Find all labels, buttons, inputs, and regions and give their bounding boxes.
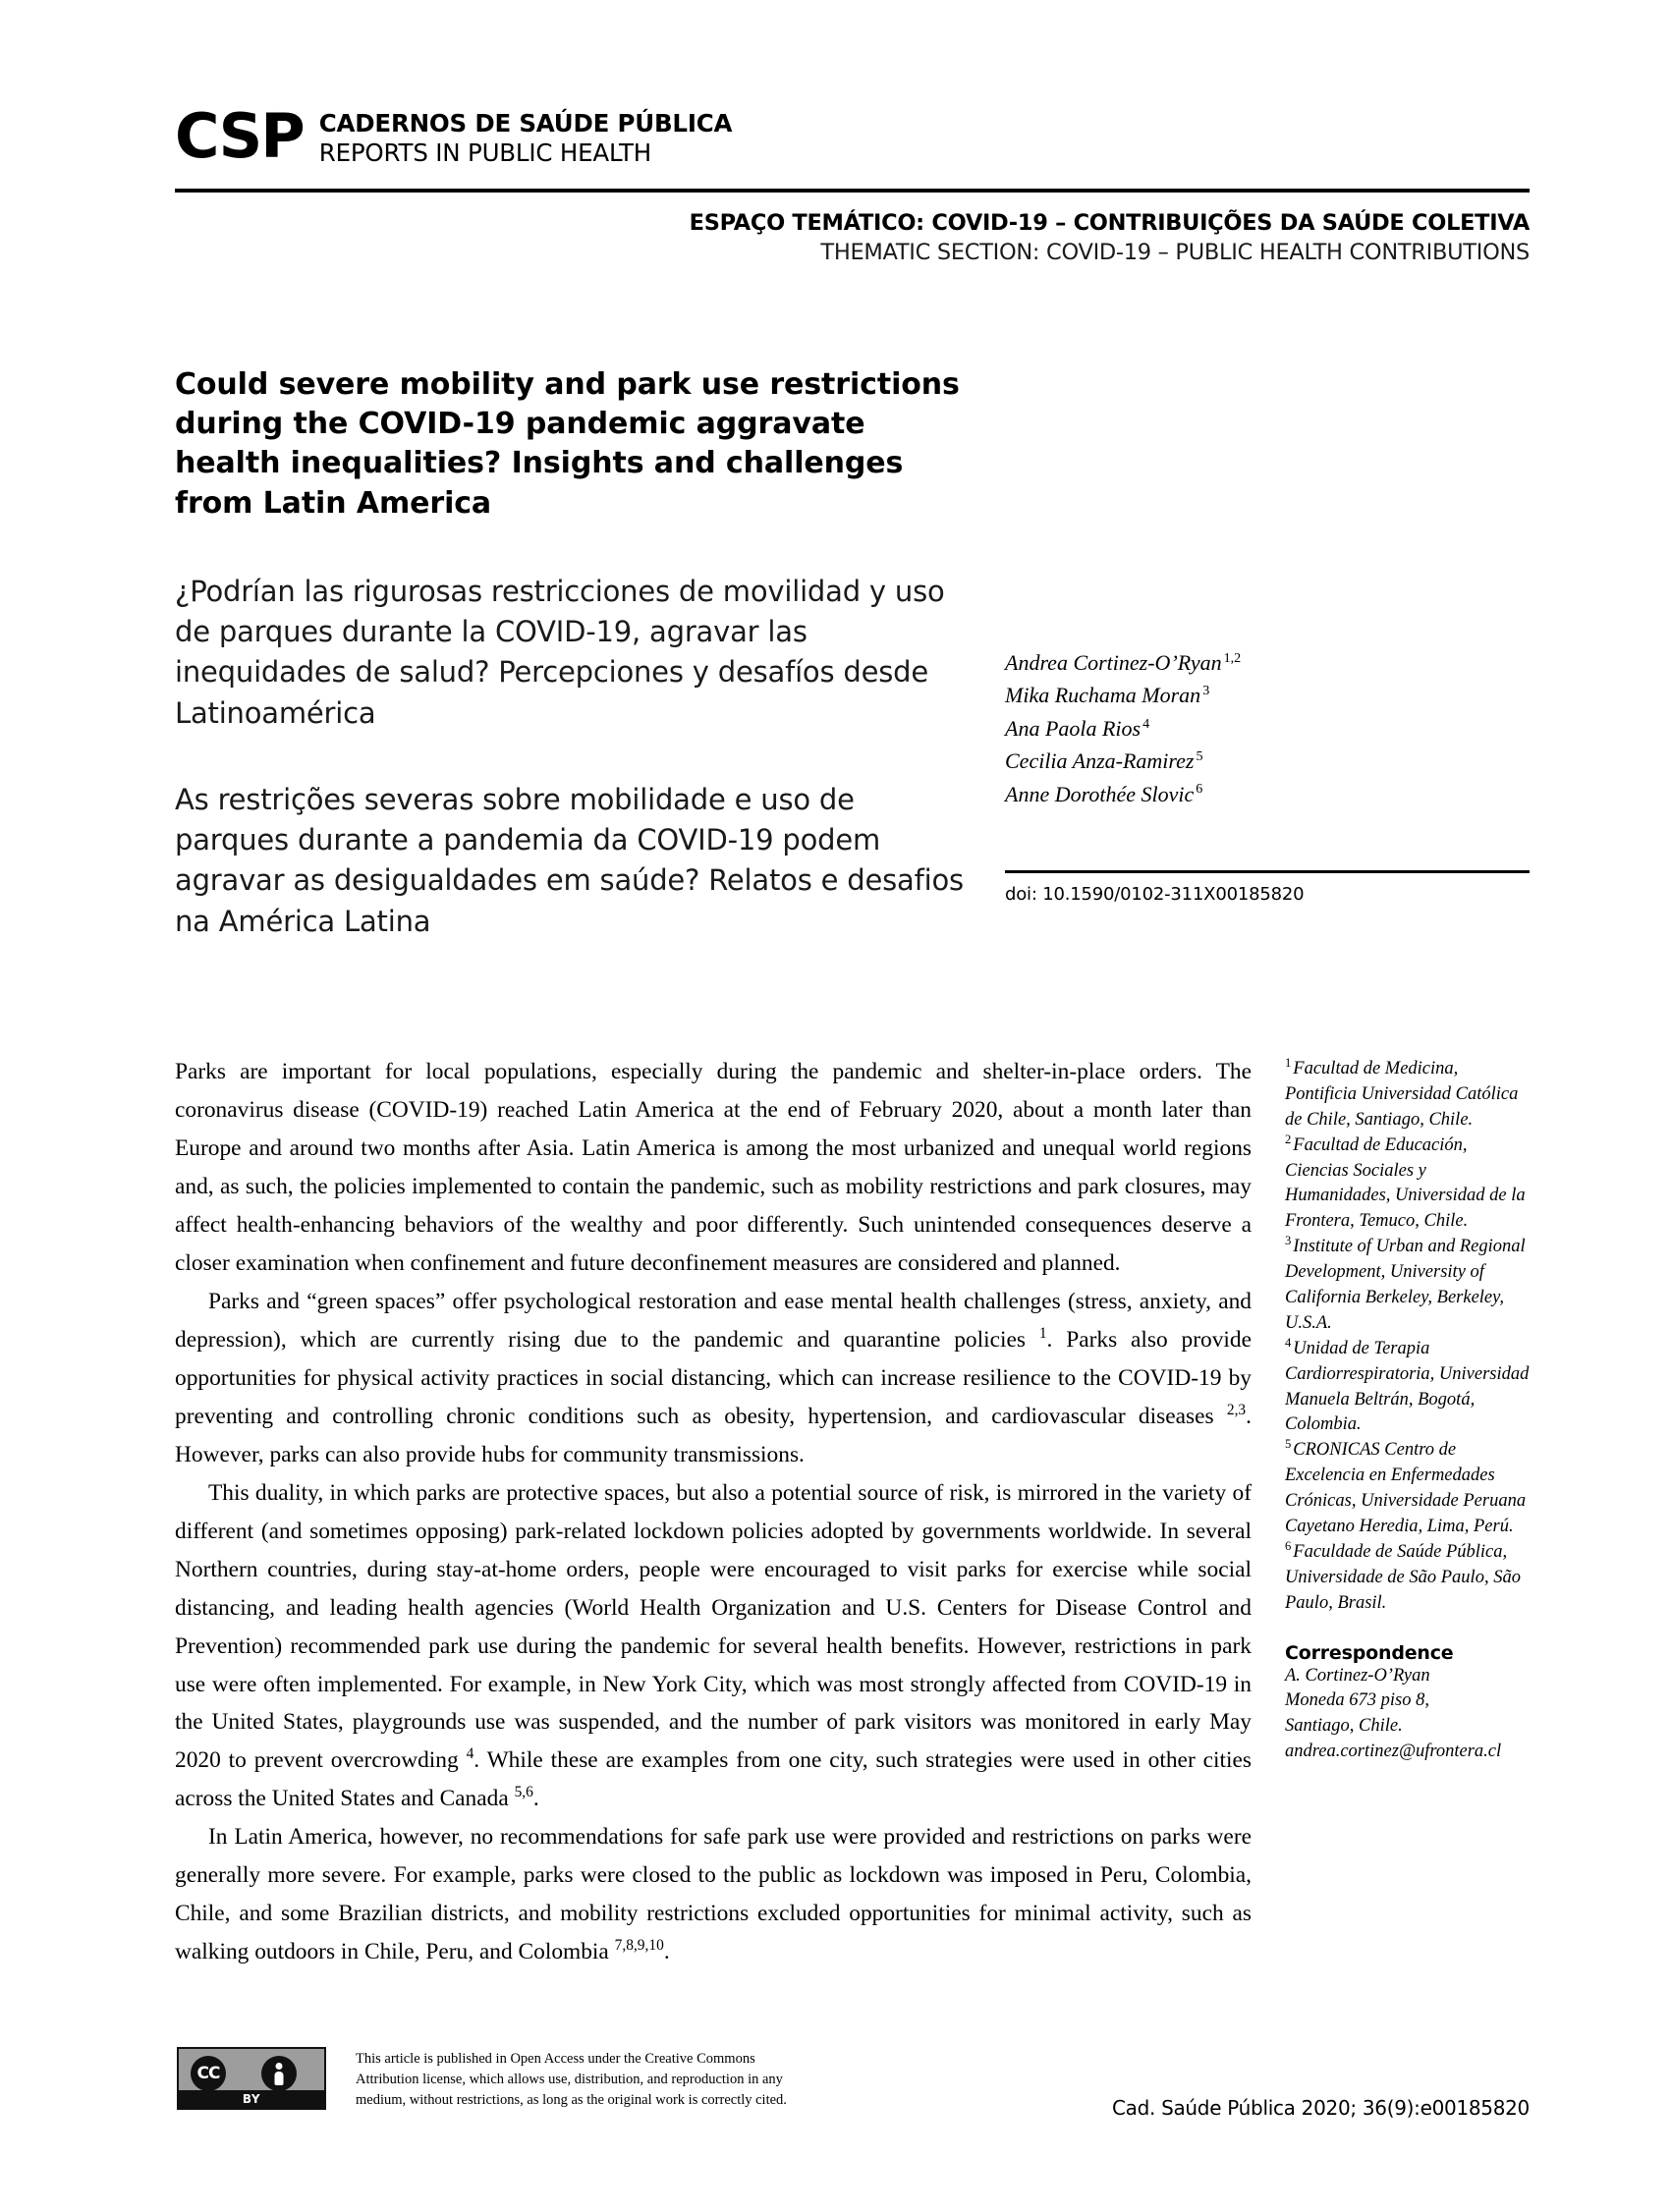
- article-citation: Cad. Saúde Pública 2020; 36(9):e00185820: [1111, 2096, 1530, 2120]
- attribution-person-icon: [261, 2056, 297, 2091]
- affiliation-item: [1285, 1134, 1532, 1236]
- correspondence-heading: Correspondence: [1285, 1641, 1454, 1664]
- paragraph-2-segment-c: . However, parks can also provide hubs for community transmissions.: [175, 1403, 1252, 1467]
- paragraph-4-segment-a: In Latin America, however, no recommendations for safe park use were provided and restrictions on parks were generally more severe. For example, parks were closed to the public as lockdown was imposed in Peru, Colombia, Chile, and some Brazilian districts, and mobility restrictions excluded opportunities for minimal activity, such as walking outdoors in Chile, Peru, and Colombia: [175, 1824, 1252, 1965]
- author-affiliation-marker: 3: [1202, 683, 1210, 699]
- correspondence-name: A. Cortinez-O’Ryan: [1285, 1665, 1430, 1686]
- cc-icon: [191, 2056, 226, 2091]
- affiliation-text: Faculdade de Saúde Pública, Universidade de São Paulo, São Paulo, Brasil.: [1285, 1541, 1521, 1613]
- affiliation-number: 6: [1285, 1538, 1292, 1553]
- citation-ref: 5,6: [514, 1784, 533, 1801]
- author-list: [1005, 646, 1526, 810]
- body-paragraph-4: [175, 1818, 1252, 1971]
- author-name: Andrea Cortinez-O’Ryan: [1005, 650, 1222, 675]
- paragraph-2-segment-a: Parks and “green spaces” offer psychological restoration and ease mental health challenges (stress, anxiety, and depression), which are currently rising due to the pandemic and quarantine policies: [175, 1288, 1252, 1353]
- author-entry: [1005, 745, 1526, 777]
- affiliations-sidebar: [1285, 1057, 1532, 1765]
- author-affiliation-marker: 6: [1196, 781, 1203, 798]
- affiliation-item: [1285, 1337, 1532, 1439]
- affiliation-number: 1: [1285, 1055, 1292, 1070]
- citation-ref: 4: [466, 1745, 474, 1763]
- person-body-shape: [275, 2072, 284, 2085]
- person-head-shape: [276, 2063, 283, 2070]
- paragraph-4-segment-b: .: [663, 1939, 670, 1965]
- body-paragraph-3: [175, 1474, 1252, 1819]
- citation-ref: 1: [1038, 1324, 1047, 1342]
- affiliation-text: Facultad de Educación, Ciencias Sociales y Humanidades, Universidad de la Frontera, Temuco, Chile.: [1285, 1134, 1526, 1232]
- author-name: Cecilia Anza-Ramirez: [1005, 748, 1195, 774]
- author-affiliation-marker: 5: [1196, 747, 1203, 764]
- affiliation-item: [1285, 1057, 1532, 1134]
- masthead-titles: [319, 106, 733, 168]
- affiliation-text: Unidad de Terapia Cardiorrespiratoria, Universidad Manuela Beltrán, Bogotá, Colombia.: [1285, 1338, 1530, 1435]
- citation-ref: 2,3: [1226, 1401, 1247, 1418]
- journal-masthead: [175, 99, 733, 172]
- author-entry: [1005, 712, 1526, 745]
- journal-title-pt: CADERNOS DE SAÚDE PÚBLICA: [318, 109, 733, 138]
- affiliation-item: [1285, 1540, 1532, 1617]
- author-name: Ana Paola Rios: [1005, 715, 1142, 741]
- csp-logo: CSP: [175, 99, 304, 172]
- article-title-portuguese: As restrições severas sobre mobilidade e uso de parques durante a pandemia da COVID-19 podem agravar as desigualdades em saúde? Relatos e desafios na América Latina: [175, 783, 964, 938]
- correspondence-email[interactable]: andrea.cortinez@ufrontera.cl: [1285, 1742, 1502, 1762]
- affiliation-item: [1285, 1235, 1532, 1337]
- author-entry: [1005, 778, 1526, 810]
- author-name: Anne Dorothée Slovic: [1005, 781, 1195, 806]
- journal-title-en: REPORTS IN PUBLIC HEALTH: [318, 138, 652, 167]
- masthead-divider: [175, 189, 1530, 193]
- correspondence-address-line-2: Santiago, Chile.: [1285, 1716, 1403, 1737]
- doi-text[interactable]: doi: 10.1590/0102-311X00185820: [1005, 884, 1305, 905]
- thematic-section: [175, 208, 1530, 268]
- author-affiliation-marker: 1,2: [1223, 649, 1242, 666]
- affiliation-text: Facultad de Medicina, Pontificia Universidad Católica de Chile, Santiago, Chile.: [1285, 1059, 1519, 1130]
- creative-commons-by-icon[interactable]: [177, 2047, 326, 2110]
- author-entry: [1005, 679, 1526, 711]
- article-body: [175, 1053, 1252, 1971]
- body-paragraph-1: Parks are important for local populations, especially during the pandemic and shelter-in-place orders. The coronavirus disease (COVID-19) reached Latin America at the end of February 2020, about a month later than Europe and around two months after Asia. Latin America is among the most urbanized and unequal world regions and, as such, the policies implemented to contain the pandemic, such as mobility restrictions and park closures, may affect health-enhancing behaviors of the wealthy and poor differently. Such unintended consequences deserve a closer examination when confinement and future deconfinement measures are considered and planned.: [175, 1059, 1252, 1276]
- affiliation-number: 2: [1285, 1132, 1292, 1146]
- cc-by-label: BY: [242, 2092, 261, 2106]
- citation-ref: 7,8,9,10: [614, 1937, 664, 1955]
- author-entry: [1005, 646, 1526, 679]
- paragraph-3-segment-a: This duality, in which parks are protective spaces, but also a potential source of risk, is mirrored in the variety of different (and sometimes opposing) park-related lockdown policies adopted by governments worldwide. In several Northern countries, during stay-at-home orders, people were encouraged to visit parks for exercise while social distancing, and leading health agencies (World Health Organization and U.S. Centers for Disease Control and Prevention) recommended park use during the pandemic for several health benefits. However, restrictions in park use were often implemented. For example, in New York City, which was most strongly affected from COVID-19 in the United States, playgrounds use was suspended, and the number of park visitors was monitored in early May 2020 to prevent overcrowding: [175, 1479, 1252, 1774]
- paragraph-2-segment-b: . Parks also provide opportunities for physical activity practices in social distancing, which can increase resilience to the COVID-19 by preventing and controlling chronic conditions such as obesity, hypertension, and cardiovascular diseases: [175, 1326, 1252, 1429]
- license-statement: This article is published in Open Access under the Creative Commons Attribution license, which allows use, distribution, and reproduction in any medium, without restrictions, as long as the original work is correctly cited.: [356, 2051, 787, 2108]
- affiliation-number: 5: [1285, 1437, 1292, 1452]
- correspondence-address-line-1: Moneda 673 piso 8,: [1285, 1690, 1429, 1711]
- affiliation-number: 3: [1285, 1234, 1292, 1248]
- author-affiliation-marker: 4: [1142, 715, 1150, 732]
- doi-divider: [1005, 870, 1530, 873]
- affiliation-text: Institute of Urban and Regional Development, University of California Berkeley, Berkeley, U.S.A.: [1285, 1237, 1526, 1333]
- affiliation-text: CRONICAS Centro de Excelencia en Enfermedades Crónicas, Universidade Peruana Cayetano Heredia, Lima, Perú.: [1285, 1440, 1527, 1537]
- paragraph-3-segment-b: . While these are examples from one city, such strategies were used in other cities across the United States and Canada: [175, 1747, 1252, 1812]
- body-paragraph-2: [175, 1283, 1252, 1474]
- article-title-spanish: ¿Podrían las rigurosas restricciones de movilidad y uso de parques durante la COVID-19, agravar las inequidades de salud? Percepciones y desafíos desde Latinoamérica: [175, 575, 945, 730]
- thematic-section-pt: ESPAÇO TEMÁTICO: COVID-19 – CONTRIBUIÇÕES DA SAÚDE COLETIVA: [689, 210, 1530, 236]
- article-title-english: Could severe mobility and park use restrictions during the COVID-19 pandemic aggravate health inequalities? Insights and challenges from Latin America: [175, 367, 960, 521]
- affiliation-number: 4: [1285, 1335, 1292, 1350]
- cc-icon-label: CC: [196, 2064, 220, 2083]
- author-name: Mika Ruchama Moran: [1005, 683, 1201, 708]
- thematic-section-en: THEMATIC SECTION: COVID-19 – PUBLIC HEALTH CONTRIBUTIONS: [820, 240, 1530, 266]
- affiliation-item: [1285, 1438, 1532, 1540]
- paragraph-3-segment-c: .: [532, 1786, 539, 1812]
